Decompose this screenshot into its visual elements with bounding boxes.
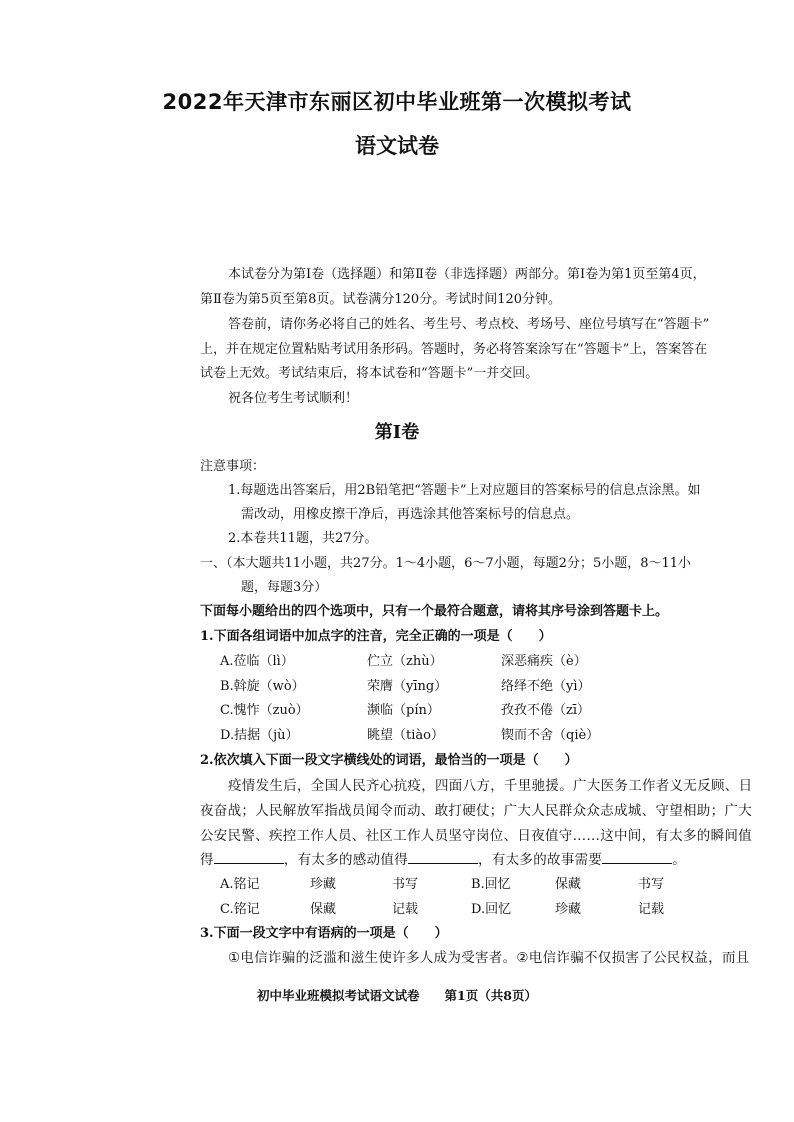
q3-passage-line: ①电信诈骗的泛滥和滋生使许多人成为受害者。②电信诈骗不仅损害了公民权益，而且	[228, 950, 750, 966]
q2-passage-line: 疫情发生后，全国人民齐心抗疫，四面八方，千里驰援。广大医务工作者义无反顾、日	[228, 778, 753, 794]
section-title: 第Ⅰ卷	[374, 422, 420, 443]
q2-option: 珍藏	[555, 902, 582, 917]
q1-option: 眺望（tiào）	[367, 728, 444, 743]
fill-text: ，有太多的故事需要	[478, 852, 603, 868]
part-one-line: 一、（本大题共11小题，共27分。1～4小题，6～7小题，每题2分；5小题，8～11小	[200, 556, 692, 571]
intro-line: 答卷前，请你务必将自己的姓名、考生号、考点校、考场号、座位号填写在“答题卡”	[228, 317, 710, 332]
q1-option: 孜孜不倦（zī）	[501, 703, 591, 718]
part-one-line: 题，每题3分）	[241, 580, 328, 595]
q1-option: A.莅临（lì）	[220, 654, 294, 669]
q2-option: B.回忆	[471, 877, 511, 892]
q2-fill-line	[200, 848, 686, 868]
q2-stem: 2.依次填入下面一段文字横线处的词语，最恰当的一项是（ ）	[200, 753, 578, 768]
intro-line: 第Ⅱ卷为第5页至第8页。试卷满分120分。考试时间120分钟。	[200, 292, 562, 307]
q2-option: 记载	[638, 902, 665, 917]
q1-option: 深恶痛疾（è）	[501, 654, 587, 669]
q3-stem: 3.下面一段文字中有语病的一项是（ ）	[200, 926, 448, 941]
q1-option: B.斡旋（wò）	[220, 679, 305, 694]
q2-option: 记载	[392, 902, 419, 917]
intro-line: 本试卷分为第Ⅰ卷（选择题）和第Ⅱ卷（非选择题）两部分。第Ⅰ卷为第1页至第4页，	[228, 267, 706, 282]
fill-blank	[602, 851, 672, 864]
note-line: 2.本卷共11题，共27分。	[228, 531, 378, 546]
q2-passage-line: 公安民警、疾控工作人员、社区工作人员坚守岗位、日夜值守……这中间，有太多的瞬间值	[200, 828, 752, 844]
q1-option: C.愧怍（zuò）	[220, 703, 309, 718]
q2-option: 书写	[638, 877, 665, 892]
exam-title: 2022年天津市东丽区初中毕业班第一次模拟考试	[162, 90, 632, 114]
intro-line: 试卷上无效。考试结束后，将本试卷和“答题卡”一并交回。	[200, 366, 539, 381]
q1-option: 濒临（pín）	[367, 703, 440, 718]
q2-option: A.铭记	[220, 877, 260, 892]
fill-text: 得	[200, 852, 214, 868]
fill-text: 。	[672, 852, 687, 868]
fill-blank	[408, 851, 478, 864]
q2-passage-line: 夜奋战；人民解放军指战员闻令而动、敢打硬仗；广大人民群众众志成城、守望相助；广大	[200, 803, 752, 819]
q1-option: 络绎不绝（yì）	[501, 679, 591, 694]
q2-option: 保藏	[310, 902, 337, 917]
q1-stem: 1.下面各组词语中加点字的注音，完全正确的一项是（ ）	[200, 629, 552, 644]
instruction: 下面每小题给出的四个选项中，只有一个最符合题意，请将其序号涂到答题卡上。	[200, 604, 669, 619]
q2-option: C.铭记	[220, 902, 260, 917]
q1-option: 锲而不舍（qiè）	[501, 728, 600, 743]
intro-line: 祝各位考生考试顺利！	[228, 391, 359, 406]
q2-option: 保藏	[555, 877, 582, 892]
fill-blank	[214, 851, 284, 864]
q1-option: 伫立（zhù）	[367, 654, 443, 669]
fill-text: ，有太多的感动值得	[283, 852, 409, 868]
q2-option: D.回忆	[471, 902, 512, 917]
page-footer: 初中毕业班模拟考试语文试卷 第1页（共8页）	[257, 988, 537, 1003]
q1-option: D.拮据（jù）	[220, 728, 299, 743]
note-line: 需改动，用橡皮擦干净后，再选涂其他答案标号的信息点。	[241, 507, 580, 522]
q2-option: 书写	[392, 877, 419, 892]
notes-title: 注意事项：	[200, 459, 266, 474]
exam-subtitle: 语文试卷	[355, 134, 439, 158]
intro-line: 上，并在规定位置粘贴考试用条形码。答题时，务必将答案涂写在“答题卡”上，答案答在	[200, 342, 708, 357]
q1-option: 荣膺（yīng）	[367, 679, 448, 694]
note-line: 1.每题选出答案后，用2B铅笔把“答题卡”上对应题目的答案标号的信息点涂黑。如	[228, 483, 701, 498]
q2-option: 珍藏	[310, 877, 337, 892]
